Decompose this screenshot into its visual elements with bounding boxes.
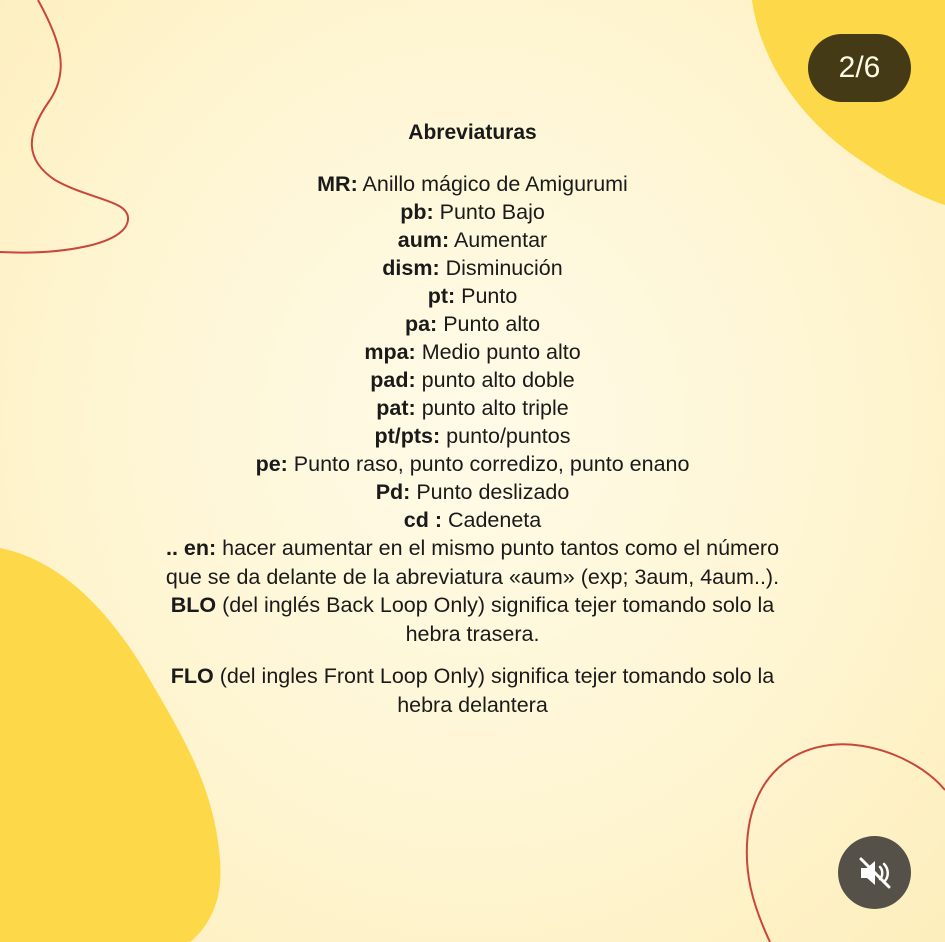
abbreviation-line (120, 226, 825, 254)
abbreviation-line (120, 422, 825, 450)
abbreviation-key: pt: (427, 284, 456, 308)
abbreviation-key: pe: (255, 452, 288, 476)
abbreviation-key: pat: (376, 396, 416, 420)
abbreviation-key: pb: (400, 200, 434, 224)
blo-note (163, 591, 783, 648)
en-note (153, 534, 793, 591)
abbreviation-line (120, 478, 825, 506)
abbreviation-text: Medio punto alto (421, 340, 581, 364)
flo-note-key: FLO (170, 664, 214, 688)
abbreviation-line (120, 450, 825, 478)
abbreviation-text: Cadeneta (447, 508, 542, 532)
speaker-muted-icon (855, 853, 895, 893)
red-line-top-left (0, 0, 128, 253)
abbreviation-text: punto alto triple (421, 396, 569, 420)
abbreviation-text: Anillo mágico de Amigurumi (362, 172, 628, 196)
abbreviation-line (120, 506, 825, 534)
abbreviation-key: cd : (403, 508, 442, 532)
abbreviation-text: Punto deslizado (416, 480, 570, 504)
flo-note (158, 662, 788, 719)
page-title: Abreviaturas (408, 121, 537, 144)
abbreviation-key: aum: (397, 228, 450, 252)
abbreviation-line (120, 338, 825, 366)
abbreviation-text: Disminución (445, 256, 563, 280)
abbreviations-panel (120, 118, 825, 719)
abbreviation-line (120, 394, 825, 422)
en-note-key: .. en: (165, 536, 217, 560)
red-line-bottom-right (747, 744, 945, 942)
en-note-text: hacer aumentar en el mismo punto tantos como el número que se da delante de la abreviatura «aum» (exp; 3aum, 4aum..). (165, 536, 780, 589)
flo-note-text: (del ingles Front Loop Only) significa tejer tomando solo la hebra delantera (219, 664, 775, 717)
abbreviation-line (120, 282, 825, 310)
abbreviation-text: Punto alto (443, 312, 541, 336)
abbreviation-text: Aumentar (453, 228, 548, 252)
mute-button[interactable] (838, 836, 911, 909)
blo-note-key: BLO (170, 593, 217, 617)
abbreviation-line (120, 198, 825, 226)
abbreviation-line (120, 254, 825, 282)
page-indicator: 2/6 (808, 34, 911, 102)
abbreviation-line (120, 170, 825, 198)
abbreviation-text: punto alto doble (421, 368, 575, 392)
abbreviation-text: Punto raso, punto corredizo, punto enano (293, 452, 690, 476)
abbreviation-line (120, 310, 825, 338)
abbreviation-line (120, 366, 825, 394)
abbreviation-key: pt/pts: (374, 424, 441, 448)
abbreviation-list (120, 170, 825, 534)
abbreviation-text: punto/puntos (446, 424, 571, 448)
abbreviation-key: MR: (317, 172, 358, 196)
abbreviation-text: Punto Bajo (439, 200, 545, 224)
blo-note-text: (del inglés Back Loop Only) significa tejer tomando solo la hebra trasera. (222, 593, 775, 646)
abbreviation-key: Pd: (375, 480, 411, 504)
abbreviation-text: Punto (461, 284, 518, 308)
abbreviation-key: pad: (370, 368, 416, 392)
abbreviation-key: mpa: (364, 340, 416, 364)
abbreviation-key: pa: (404, 312, 438, 336)
abbreviation-key: dism: (382, 256, 440, 280)
